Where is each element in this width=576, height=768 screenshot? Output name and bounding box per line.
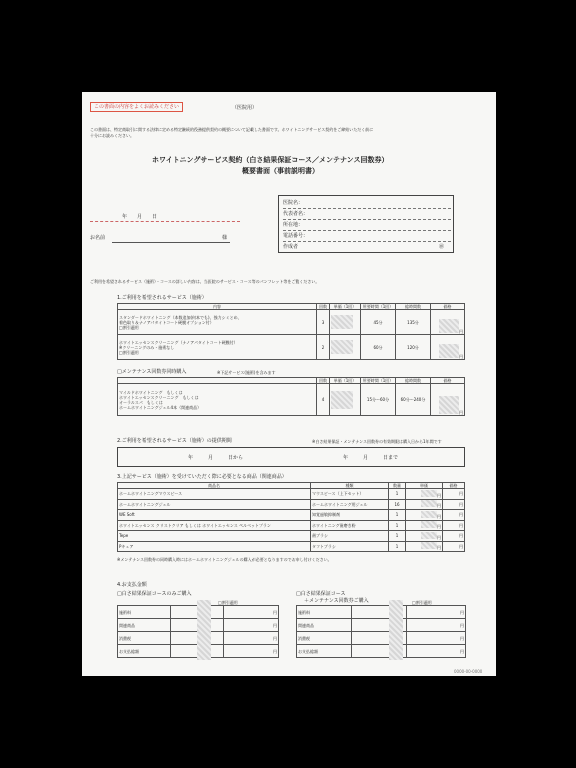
seal-mark: ㊞	[439, 244, 445, 250]
maint-note: ※下記サービス(施術)を含みます	[217, 370, 276, 375]
clinic-rep-label: 代表者名：	[283, 211, 309, 217]
clinic-info-box	[278, 195, 454, 253]
date-field: 年 月 日	[122, 214, 158, 220]
s3-heading: 3.上記サービス（施術）を受けていただく際に必要となる商品（関連商品）	[117, 474, 287, 480]
s1-col-unit: 単価（1回）	[330, 304, 361, 310]
clinic-author-label: 作成者	[283, 244, 299, 250]
table-row: 消費税 円	[118, 632, 279, 645]
maint-table: 回数 単価（1回） 所要時間（1回） 総時間数 価格 マイルドホワイトニング もしくは ホワイトエッセンスクリーニング もしくは オーラルスパ もしくは ホームホワイトニングジェル4本（関連商品） 4 15分〜60分 60分〜240分 円	[119, 378, 463, 415]
s4-right-table	[296, 605, 466, 658]
doc-subtitle: 概要書面（事前説明書）	[242, 167, 319, 175]
customer-name-label: お名前	[90, 235, 106, 241]
table-row: ホワイトエッセンス クリストクリア もしくは ホワイトエッセンス ペルベットプラン ホワイトニング歯磨き粉 1 円 円	[118, 520, 465, 531]
s1-table	[117, 303, 465, 360]
customer-name-line	[112, 242, 230, 243]
table-row: スタンダードホワイトニング（本数追加(何本でも)、強力シミとめ、 着色取り＆ナノアパタイトコート硬膜オプション付） □割引適用 3 45分 135分 円	[118, 310, 465, 335]
intro-line-1: この書面は、特定商取引に関する法律に定める特定継続的役務提供契約の概要について記載した書面です。ホワイトニングサービス契約をご締結いただく前に	[90, 127, 374, 132]
s2-period-box	[117, 447, 465, 467]
s1-col-total: 総時間数	[396, 304, 431, 310]
table-row: 消費税 円	[297, 632, 466, 645]
s1-col-content: 内容	[118, 304, 317, 310]
table-row: WE Soft 知覚過敏抑制剤 1 円 円	[118, 510, 465, 521]
read-notice: この書面の内容をよくお読みください	[90, 102, 183, 112]
s1-col-time: 所要時間（1回）	[361, 304, 396, 310]
doc-title: ホワイトニングサービス契約（白さ結果保証コース／メンテナンス回数券）	[152, 156, 389, 164]
footer-code: 0000-00-0000	[454, 669, 483, 674]
table-row: 関連商品 円	[297, 619, 466, 632]
s1-col-count: 回数	[317, 304, 330, 310]
period-to: 年 月 日まで	[343, 455, 399, 461]
table-row: ホワイトエッセンスクリーニング（ナノアパタイトコート硬膜付） ※クリーニングのみ・施術なし □割引適用 2 60分 120分 円	[118, 335, 465, 360]
s4-right-title-2: ＋メンテナンス回数券ご購入	[304, 598, 369, 604]
s3-note: ※メンテナンス回数券の同時購入時にはホームホワイトニングジェルの購入が必要となりますのでお申し付けください。	[117, 557, 332, 562]
s3-table: 商品名 種類 数量 単価 価格 ホームホワイトニングマウスピース マウスピース（上下セット） 1 円 円 ホームホワイトニングジェル ホームホワイトニング用ジェル 16 円 円 WE Soft 知覚過敏抑制剤 1 円 円 ホワイトエッセンス クリストクリア もしくは ホワイトエッセンス ペルベットプラン ホワイトニング歯磨き粉 1 円 円 Tepe 歯ブラシ 1 円 円 Pキュア タフトブラシ 1 円 円	[119, 483, 463, 551]
cut-line	[90, 221, 240, 222]
document-page	[82, 92, 496, 676]
right-redaction	[389, 600, 403, 660]
s2-heading: 2.ご利用を希望されるサービス（施術）の提供期間	[117, 438, 232, 444]
left-redaction	[197, 600, 211, 660]
clinic-address-label: 所在地：	[283, 222, 304, 228]
customer-name-suffix: 様	[222, 235, 228, 241]
intro-line-2: 十分にお読みください。	[90, 133, 134, 138]
table-row: 施術料 円	[297, 606, 466, 619]
lead-text: ご利用を希望されるサービス（施術）・コースの詳しい内容は、当医院のサービス・コース等のパンフレット等をご覧ください。	[90, 279, 320, 284]
table-row: お支払総額 円	[297, 645, 466, 658]
maint-heading: □メンテナンス回数券同時購入	[117, 369, 187, 375]
s4-right-title-1: □白さ結果保証コース	[296, 591, 346, 597]
table-row: Tepe 歯ブラシ 1 円 円	[118, 531, 465, 542]
s4-heading: 4.お支払金額	[117, 582, 147, 588]
table-row: 関連商品 円	[118, 619, 279, 632]
table-row: ホームホワイトニングマウスピース マウスピース（上下セット） 1 円 円	[118, 489, 465, 500]
table-row: Pキュア タフトブラシ 1 円 円	[118, 541, 465, 552]
clinic-name-label: 医院名：	[283, 200, 304, 206]
s1-col-price: 価格	[431, 304, 465, 310]
period-from: 年 月 日から	[188, 455, 244, 461]
s4-left-discount: □割引適用	[218, 600, 238, 605]
table-row: マイルドホワイトニング もしくは ホワイトエッセンスクリーニング もしくは オーラルスパ もしくは ホームホワイトニングジェル4本（関連商品） 4 15分〜60分 60分〜240分 円	[118, 384, 465, 416]
table-row: ホームホワイトニングジェル ホームホワイトニング用ジェル 16 円 円	[118, 499, 465, 510]
clinic-phone-label: 電話番号：	[283, 233, 309, 239]
table-row: お支払総額 円	[118, 645, 279, 658]
table-row: 施術料 円	[118, 606, 279, 619]
s4-right-discount: □割引適用	[412, 600, 432, 605]
s1-heading: 1.ご利用を希望されるサービス（施術）	[117, 295, 207, 301]
s4-left-title: □白さ結果保証コースのみご購入	[117, 591, 192, 597]
s2-note: ※白さ結果保証・メンテナンス回数券の有効期限は購入日から1年間です	[312, 439, 442, 444]
copy-label: （医院用）	[232, 105, 258, 111]
